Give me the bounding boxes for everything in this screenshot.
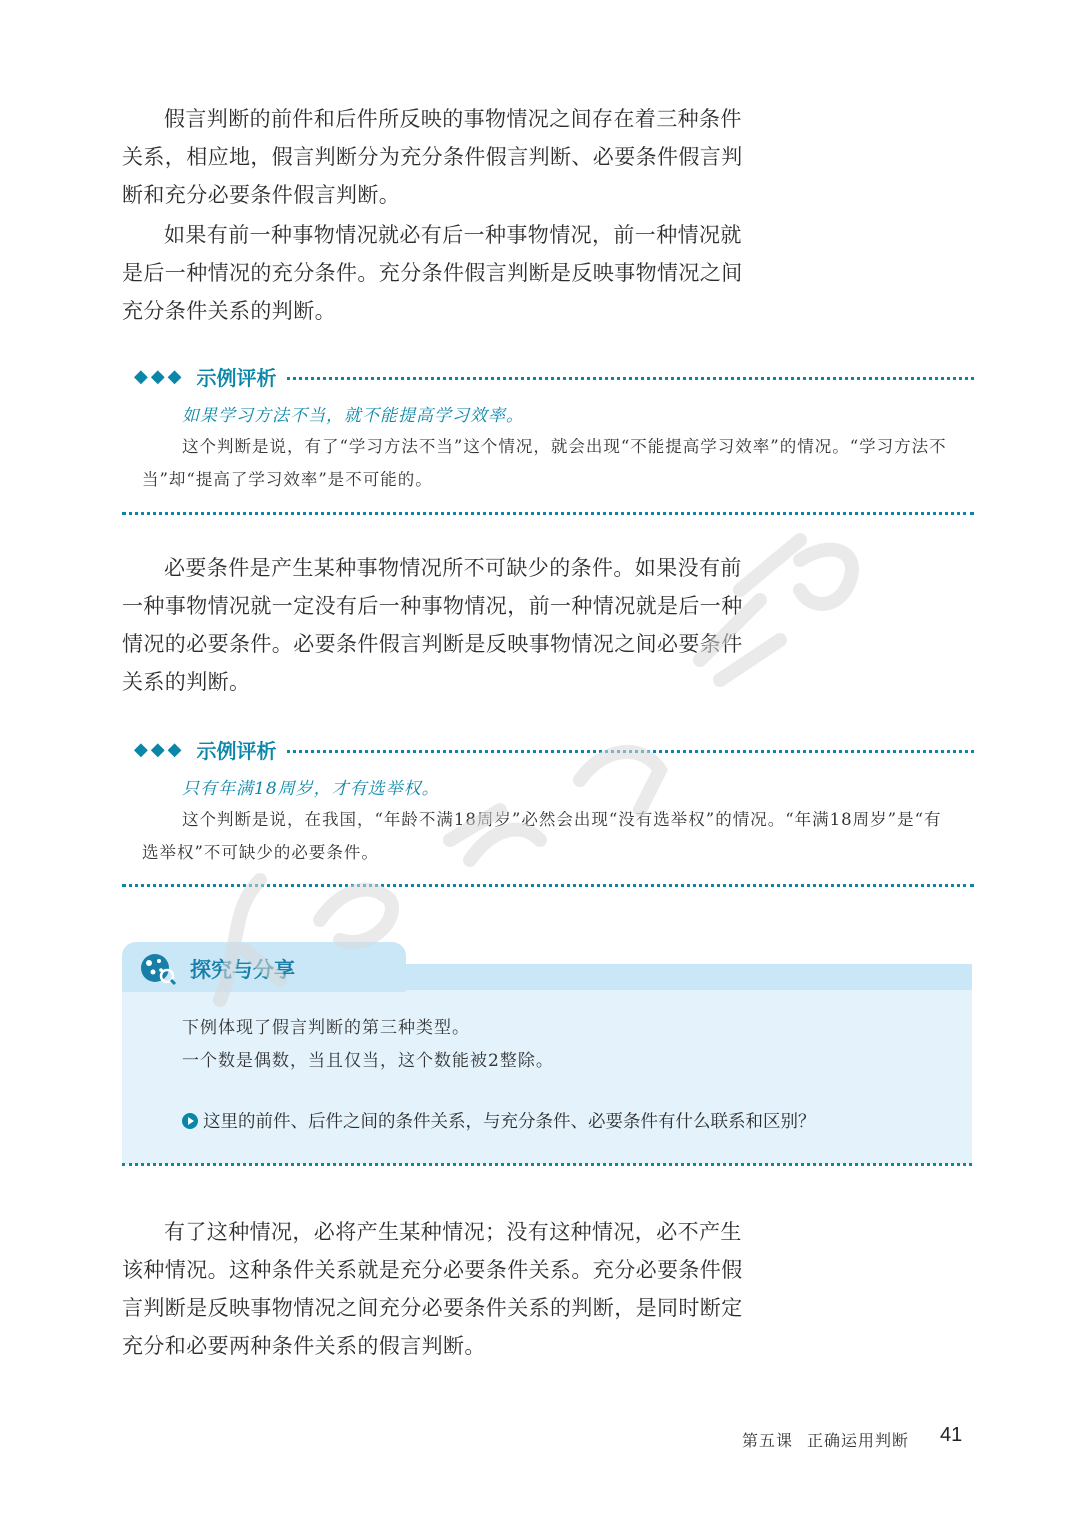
paragraph-sufficient-condition: 如果有前一种事物情况就必有后一种事物情况，前一种情况就是后一种情况的充分条件。充分条件假言判断是反映事物情况之间充分条件关系的判断。 bbox=[122, 223, 743, 323]
page-footer bbox=[742, 1428, 909, 1451]
example-1-heading: 示例评析 bbox=[196, 365, 277, 390]
example-1-header bbox=[134, 361, 974, 391]
footer-lesson: 第五课 bbox=[742, 1431, 794, 1450]
example-2-statement: 只有年满18周岁，才有选举权。 bbox=[182, 779, 440, 799]
example-1-analysis: 这个判断是说，有了“学习方法不当”这个情况，就会出现“不能提高学习效率”的情况。“学习方法不当”却“提高了学习效率”是不可能的。 bbox=[142, 437, 947, 489]
explore-question bbox=[182, 1108, 816, 1133]
explore-share-title: 探究与分享 bbox=[190, 958, 295, 982]
paragraph-sufficient-necessary: 有了这种情况，必将产生某种情况；没有这种情况，必不产生该种情况。这种条件关系就是充分必要条件关系。充分必要条件假言判断是反映事物情况之间充分必要条件关系的判断，是同时断定充分和必要两种条件关系的假言判断。 bbox=[122, 1220, 743, 1358]
example-1-statement: 如果学习方法不当，就不能提高学习效率。 bbox=[182, 406, 524, 426]
paragraph-necessary-condition: 必要条件是产生某种事物情况所不可缺少的条件。如果没有前一种事物情况就一定没有后一种事物情况，前一种情况就是后一种情况的必要条件。必要条件假言判断是反映事物情况之间必要条件关系的判断。 bbox=[122, 556, 743, 694]
explore-line-2: 一个数是偶数，当且仅当，这个数能被2整除。 bbox=[182, 1051, 554, 1071]
diamond-bullets-icon: ◆◆◆ bbox=[134, 738, 185, 760]
example-2-divider bbox=[122, 884, 974, 887]
explore-divider bbox=[122, 1163, 972, 1166]
example-2-analysis: 这个判断是说，在我国，“年龄不满18周岁”必然会出现“没有选举权”的情况。“年满18周岁”是“有选举权”不可缺少的必要条件。 bbox=[142, 810, 942, 862]
play-arrow-icon bbox=[182, 1113, 198, 1129]
dotted-rule bbox=[287, 377, 974, 380]
dotted-rule bbox=[287, 750, 974, 753]
globe-magnifier-icon bbox=[137, 950, 177, 986]
diamond-bullets-icon: ◆◆◆ bbox=[134, 365, 185, 387]
paragraph-intro: 假言判断的前件和后件所反映的事物情况之间存在着三种条件关系，相应地，假言判断分为充分条件假言判断、必要条件假言判断和充分必要条件假言判断。 bbox=[122, 107, 743, 207]
explore-question-text: 这里的前件、后件之间的条件关系，与充分条件、必要条件有什么联系和区别？ bbox=[203, 1112, 816, 1132]
explore-header-strip bbox=[400, 964, 972, 990]
explore-line-1: 下例体现了假言判断的第三种类型。 bbox=[182, 1018, 470, 1038]
footer-section: 正确运用判断 bbox=[807, 1431, 910, 1450]
page-number: 41 bbox=[940, 1424, 963, 1446]
example-2-header bbox=[134, 734, 974, 764]
example-1-divider bbox=[122, 512, 974, 515]
example-2-heading: 示例评析 bbox=[196, 738, 277, 763]
